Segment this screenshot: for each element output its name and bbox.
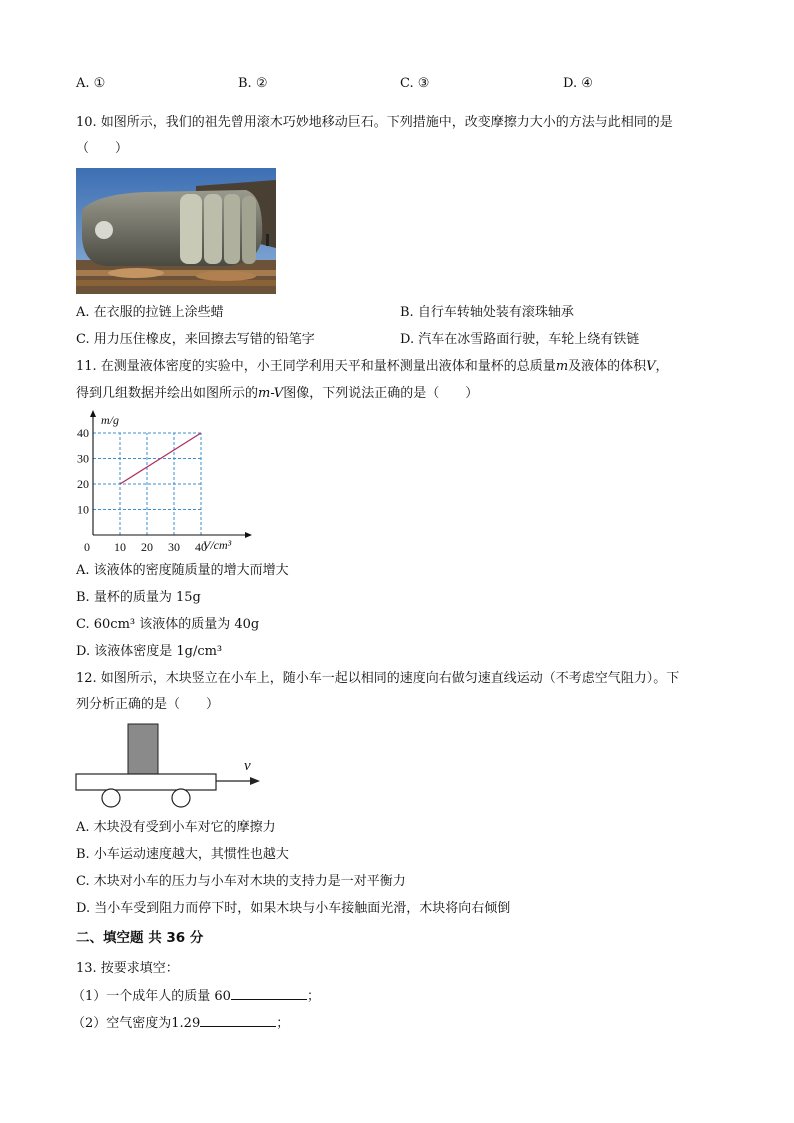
- q12-cart-diagram: [74, 718, 264, 810]
- q10-paren: （ ）: [76, 141, 129, 156]
- x-tick-10: 10: [114, 540, 126, 554]
- q10-stone-photo: [76, 168, 276, 294]
- mv-graph: [70, 408, 260, 558]
- q11-option-b[interactable]: B. 量杯的质量为 15g: [76, 590, 201, 605]
- x-tick-20: 20: [141, 540, 153, 554]
- cart-with-block: [74, 718, 264, 810]
- q13-item2: [72, 1012, 289, 1035]
- q10-option-a[interactable]: A. 在衣服的拉链上涂些蜡: [76, 305, 224, 320]
- x-axis-label: V/cm³: [203, 538, 232, 552]
- q12-option-d[interactable]: D. 当小车受到阻力而停下时，如果木块与小车接触面光滑，木块将向右倾倒: [76, 901, 511, 916]
- q11-var-m: m: [555, 359, 569, 374]
- q10-option-b[interactable]: B. 自行车转轴处装有滚珠轴承: [400, 305, 574, 320]
- y-tick-40: 40: [77, 426, 89, 440]
- y-tick-10: 10: [77, 502, 89, 517]
- q9-option-b[interactable]: B. ②: [238, 76, 268, 91]
- velocity-label: v: [244, 758, 251, 774]
- q10-stem: 10. 如图所示，我们的祖先曾用滚木巧妙地移动巨石。下列措施中，改变摩擦力大小的方法与此相同的是: [76, 115, 673, 130]
- cart-wheel-left: [102, 789, 120, 807]
- q11-option-a[interactable]: A. 该液体的密度随质量的增大而增大: [76, 563, 289, 578]
- q11-mv-chart: [70, 408, 260, 558]
- rolling-stone-image: [76, 168, 276, 294]
- q11-option-d[interactable]: D. 该液体密度是 1g/cm³: [76, 644, 223, 659]
- q9-options: [0, 76, 794, 96]
- q12-option-b[interactable]: B. 小车运动速度越大，其惯性也越大: [76, 847, 289, 862]
- q12-option-c[interactable]: C. 木块对小车的压力与小车对木块的支持力是一对平衡力: [76, 874, 406, 889]
- q13-blank-2[interactable]: [200, 1012, 276, 1027]
- q13-item2-text: （2）空气密度为1.29: [72, 1016, 201, 1031]
- q10-option-c[interactable]: C. 用力压住橡皮，来回擦去写错的铅笔字: [76, 332, 315, 347]
- q11-var-v: V: [646, 359, 656, 374]
- q13-blank-1[interactable]: [231, 985, 307, 1000]
- q11-mv: m-V: [258, 386, 284, 401]
- q11-stem-text2b: 图像，下列说法正确的是（ ）: [283, 386, 479, 401]
- q12-option-a[interactable]: A. 木块没有受到小车对它的摩擦力: [76, 820, 276, 835]
- cart-wheel-right: [172, 789, 190, 807]
- q13-stem: 13. 按要求填空：: [76, 961, 179, 976]
- x-tick-0: 0: [84, 540, 90, 554]
- q12-stem-line2: 列分析正确的是（ ）: [76, 697, 220, 712]
- q13-item1: [72, 985, 320, 1008]
- q13-item2-end: ；: [276, 1016, 290, 1031]
- x-tick-40: 40: [195, 540, 207, 554]
- q9-option-d[interactable]: D. ④: [563, 76, 593, 91]
- q11-stem-line1: [76, 356, 669, 378]
- q13-item1-end: ；: [306, 989, 320, 1004]
- y-tick-30: 30: [77, 451, 89, 466]
- x-axis-arrow: [245, 532, 252, 538]
- q13-item1-text: （1）一个成年人的质量 60: [72, 989, 231, 1004]
- q11-stem-text1b: 及液体的体积: [568, 359, 647, 374]
- q11-stem-line2: [76, 383, 478, 405]
- velocity-arrowhead: [250, 777, 260, 785]
- y-axis-label: m/g: [101, 413, 119, 427]
- q11-stem-text1: 11. 在测量液体密度的实验中，小王同学利用天平和量杯测量出液体和量杯的总质量: [76, 359, 556, 374]
- x-tick-30: 30: [168, 540, 180, 554]
- q12-stem-line1: 12. 如图所示，木块竖立在小车上，随小车一起以相同的速度向右做匀速直线运动（不考虑空气阻力）。下: [76, 671, 680, 686]
- cart-body: [76, 774, 216, 790]
- y-axis-arrow: [90, 410, 96, 417]
- q11-stem-text1c: ，: [655, 359, 669, 374]
- q9-option-c[interactable]: C. ③: [400, 76, 430, 91]
- wood-block: [128, 724, 158, 774]
- q10-option-d[interactable]: D. 汽车在冰雪路面行驶，车轮上绕有铁链: [400, 332, 640, 347]
- y-tick-20: 20: [77, 477, 89, 491]
- q11-stem-text2a: 得到几组数据并绘出如图所示的: [76, 386, 259, 401]
- section-fill-in-title: 二、填空题 共 36 分: [76, 930, 204, 946]
- q11-option-c[interactable]: C. 60cm³ 该液体的质量为 40g: [76, 617, 260, 632]
- q9-option-a[interactable]: A. ①: [76, 76, 106, 91]
